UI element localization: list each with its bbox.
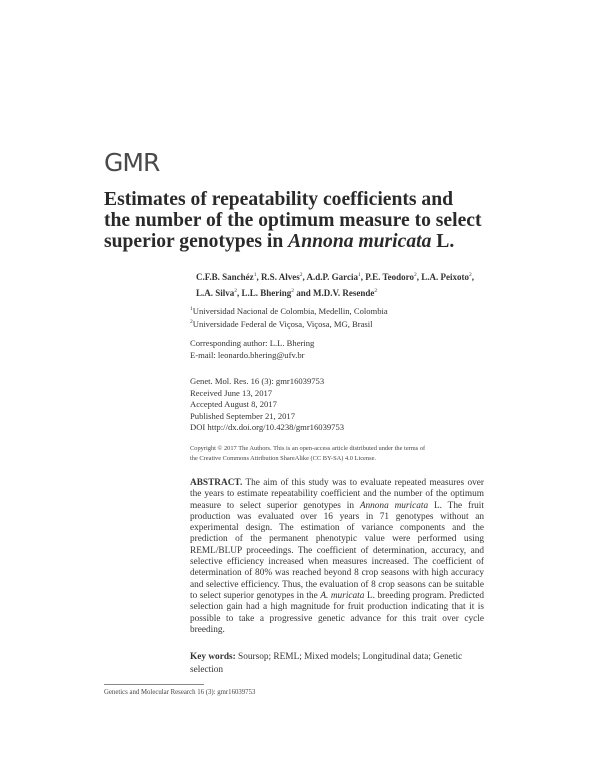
- author: A.d.P. Garcia$^1$: [306, 272, 361, 282]
- author: L.A. Peixoto$^2$: [421, 272, 472, 282]
- abstract-text-2: L. The fruit production was evaluated over 16 years in 71 genotypes without an experimental design. The estimation of variance components and the prediction of the permanent phenotypic value were performed using REML/BLUP proceedings. The coefficient of determination, accuracy, and selective efficiency increased when measures increased. The coefficient of determination of 80% was reached beyond 8 crop seasons with high accuracy and selective efficiency. Thus, the evaluation of 8 crop seasons can be suitable to select superior genotypes in the: [190, 500, 484, 601]
- author-list: C.F.B. Sanchéz$^1$, R.S. Alves$^2$, A.d.P. Garcia$^1$, P.E. Teodoro$^2$, L.A. Peixoto$^2$, L.A. Silva$^2$, L.L. Bhering$^2$ and M.D.V. Resende$^2$: [196, 272, 475, 298]
- received-date: Received June 13, 2017: [190, 387, 273, 398]
- affiliations: [190, 304, 388, 331]
- abstract-text-3: L. breeding program. Predicted selection gain had a high magnitude for fruit production indicating that it is possible to take a progressive genetic advance for this trait over cycle breeding.: [190, 590, 484, 635]
- corresponding-author: Corresponding author: L.L. Bhering: [190, 338, 315, 348]
- author: P.E. Teodoro$^2$: [365, 272, 417, 282]
- title-line-3-post: L.: [431, 231, 455, 252]
- abstract-label: ABSTRACT.: [190, 478, 243, 488]
- corresponding-email: E-mail: leonardo.bhering@ufv.br: [190, 349, 305, 360]
- copyright-line-2: the Creative Commons Attribution ShareAlike (CC BY-SA) 4.0 License.: [190, 454, 377, 462]
- copyright-line-1: Copyright © 2017 The Authors. This is an open-access article distributed under the terms of: [190, 445, 426, 452]
- keywords-label: Key words:: [190, 652, 236, 662]
- title-line-1: Estimates of repeatability coefficients and: [104, 189, 454, 210]
- title-species: Annona muricata: [288, 231, 432, 252]
- author: L.A. Silva$^2$: [196, 288, 238, 298]
- correspondence: [190, 338, 314, 361]
- author: R.S. Alves$^2$: [260, 272, 303, 282]
- accepted-date: Accepted August 8, 2017: [190, 399, 277, 410]
- journal-logo: [104, 148, 159, 177]
- affiliation: $^2$Universidade Federal de Viçosa, Viçosa, MG, Brasil: [190, 319, 373, 330]
- abstract-species-2: A. muricata: [320, 590, 365, 601]
- author: L.L. Bhering$^2$: [241, 288, 295, 298]
- publication-info: [190, 376, 344, 434]
- keywords: [190, 651, 484, 676]
- abstract-text-1: The aim of this study was to evaluate repeated measures over the years to estimate repeatability coefficient and the number of the optimum measure to select superior genotypes in: [190, 478, 484, 511]
- copyright-notice: [190, 444, 490, 463]
- abstract: [190, 478, 484, 636]
- abstract-species-1: Annona muricata: [359, 500, 429, 511]
- affiliation: $^1$Universidad Nacional de Colombia, Medellin, Colombia: [190, 305, 388, 316]
- title-line-3-pre: superior genotypes in: [104, 231, 289, 252]
- title-line-2: the number of the optimum measure to select: [104, 210, 482, 231]
- author: C.F.B. Sanchéz$^1$: [196, 272, 257, 282]
- footer-divider: [104, 684, 204, 685]
- journal-logo-text: GMR: [104, 148, 160, 177]
- citation: Genet. Mol. Res. 16 (3): gmr16039753: [190, 376, 325, 386]
- authors-and: and: [296, 288, 311, 298]
- published-date: Published September 21, 2017: [190, 410, 296, 421]
- page-footer: Genetics and Molecular Research 16 (3): gmr16039753: [104, 689, 256, 696]
- article-title: [104, 189, 524, 252]
- title-line-3: [104, 231, 524, 252]
- doi-link[interactable]: DOI http://dx.doi.org/10.4238/gmr16039753: [190, 422, 345, 433]
- keywords-text: Soursop; REML; Mixed models; Longitudinal data; Genetic selection: [190, 652, 463, 675]
- author: M.D.V. Resende$^2$: [313, 288, 378, 298]
